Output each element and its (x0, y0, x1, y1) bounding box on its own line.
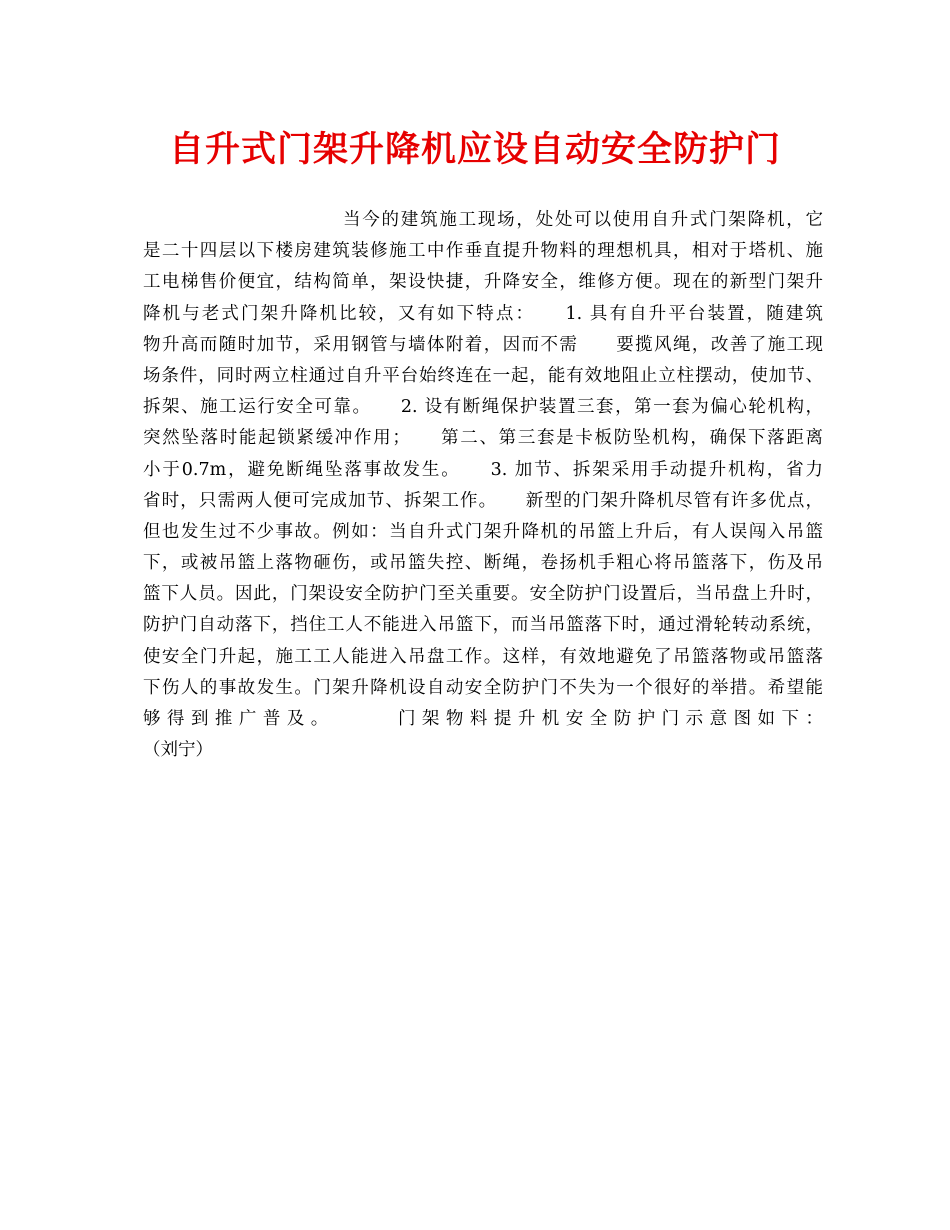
author-signature: （刘宁） (143, 740, 213, 761)
document-body (143, 205, 823, 766)
paragraph-line: 篮下人员。因此，门架设安全防护门至关重要。安全防护门设置后，当吊盘上升时， (143, 584, 823, 605)
paragraph-line: 场条件，同时两立柱通过自升平台始终连在一起，能有效地阻止立柱摆动，使加节、 (143, 365, 823, 386)
paragraph-line: 下，或被吊篮上落物砸伤，或吊篮失控、断绳，卷扬机手粗心将吊篮落下，伤及吊 (143, 553, 823, 574)
paragraph-line: 使安全门升起，施工工人能进入吊盘工作。这样，有效地避免了吊篮落物或吊篮落 (143, 646, 823, 667)
paragraph-line: 小于0.7m，避免断绳坠落事故发生。 3. 加节、拆架采用手动提升机构，省力 (143, 459, 823, 480)
document-title: 自升式门架升降机应设自动安全防护门 (168, 130, 781, 170)
paragraph-line: 是二十四层以下楼房建筑装修施工中作垂直提升物料的理想机具，相对于塔机、施 (143, 241, 823, 262)
paragraph-line: 但也发生过不少事故。例如：当自升式门架升降机的吊篮上升后，有人误闯入吊篮 (143, 521, 823, 542)
paragraph-line: 当今的建筑施工现场，处处可以使用自升式门架降机，它 (343, 210, 823, 230)
paragraph-line: 省时，只需两人便可完成加节、拆架工作。 新型的门架升降机尽管有许多优点， (143, 490, 823, 511)
paragraph-line: 降机与老式门架升降机比较，又有如下特点： 1. 具有自升平台装置，随建筑 (143, 303, 823, 324)
paragraph-line: 物升高而随时加节，采用钢管与墙体附着，因而不需 要揽风绳，改善了施工现 (143, 334, 823, 355)
paragraph-line: 工电梯售价便宜，结构简单，架设快捷，升降安全，维修方便。现在的新型门架升 (143, 272, 823, 293)
paragraph-line: 下伤人的事故发生。门架升降机设自动安全防护门不失为一个很好的举措。希望能 (143, 677, 823, 698)
paragraph-line: 够得到推广普及。 门架物料提升机安全防护门示意图如下： (143, 709, 823, 729)
paragraph-line: 拆架、施工运行安全可靠。 2. 设有断绳保护装置三套，第一套为偏心轮机构， (143, 397, 823, 418)
paragraph-line: 防护门自动落下，挡住工人不能进入吊篮下，而当吊篮落下时，通过滑轮转动系统， (143, 615, 823, 636)
paragraph-line: 突然坠落时能起锁紧缓冲作用； 第二、第三套是卡板防坠机构，确保下落距离 (143, 428, 823, 449)
